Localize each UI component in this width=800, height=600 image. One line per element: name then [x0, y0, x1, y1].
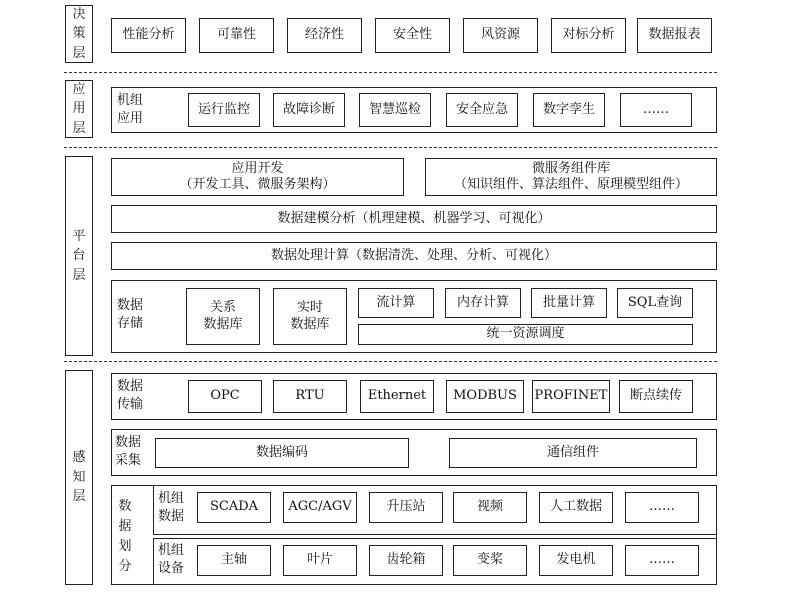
layer-divider	[64, 72, 717, 73]
unit-data-more: ……	[625, 492, 699, 523]
transmission-resume: 断点续传	[619, 380, 693, 413]
unit-data-agc-agv: AGC/AGV	[283, 492, 357, 523]
perception-layer-label: 感 知 层	[65, 370, 93, 585]
decision-item-safety: 安全性	[375, 18, 450, 53]
division-label: 数 据 划 分	[118, 499, 132, 575]
equipment-generator: 发电机	[539, 545, 613, 576]
decision-item-report: 数据报表	[637, 18, 712, 53]
layer-divider	[64, 361, 717, 362]
storage-scheduling: 统一资源调度	[358, 324, 693, 345]
app-item-inspection: 智慧巡检	[359, 93, 431, 127]
decision-item-economy: 经济性	[287, 18, 362, 53]
transmission-opc: OPC	[188, 380, 262, 413]
transmission-profinet: PROFINET	[532, 380, 610, 413]
platform-app-dev-title: 应用开发	[231, 160, 284, 176]
app-item-emergency: 安全应急	[446, 93, 518, 127]
platform-storage-label: 数据 存储	[117, 298, 144, 331]
platform-processing: 数据处理计算（数据清洗、处理、分析、可视化）	[111, 242, 717, 270]
layer-divider	[64, 147, 717, 148]
equipment-gearbox: 齿轮箱	[369, 545, 443, 576]
application-group-label: 机组 应用	[117, 93, 144, 126]
storage-realtime-db: 实时 数据库	[273, 288, 347, 345]
equipment-blade: 叶片	[283, 545, 357, 576]
app-item-diagnosis: 故障诊断	[273, 93, 345, 127]
platform-microservice-detail: （知识组件、算法组件、原理模型组件）	[453, 177, 688, 192]
unit-data-scada: SCADA	[197, 492, 271, 523]
collection-label: 数据 采集	[115, 435, 142, 468]
storage-relational-db: 关系 数据库	[186, 288, 260, 345]
unit-data-substation: 升压站	[369, 492, 443, 523]
app-item-more: ……	[620, 93, 692, 127]
compute-batch: 批量计算	[531, 288, 607, 318]
compute-stream: 流计算	[358, 288, 434, 318]
unit-equipment-label: 机组 设备	[158, 543, 185, 576]
app-item-monitoring: 运行监控	[188, 93, 260, 127]
decision-item-performance: 性能分析	[111, 18, 186, 53]
unit-data-video: 视频	[453, 492, 527, 523]
transmission-label: 数据 传输	[117, 379, 144, 412]
collection-encoding: 数据编码	[155, 438, 409, 468]
unit-data-manual: 人工数据	[539, 492, 613, 523]
unit-data-label: 机组 数据	[158, 491, 185, 524]
app-item-digital-twin: 数字孪生	[533, 93, 605, 127]
collection-comm-component: 通信组件	[449, 438, 697, 468]
platform-modeling: 数据建模分析（机理建模、机器学习、可视化）	[111, 205, 717, 233]
decision-item-benchmark: 对标分析	[551, 18, 626, 53]
transmission-modbus: MODBUS	[446, 380, 524, 413]
application-layer-label: 应 用 层	[65, 80, 93, 138]
platform-app-dev-detail: （开发工具、微服务架构）	[179, 177, 336, 192]
equipment-pitch: 变桨	[453, 545, 527, 576]
transmission-rtu: RTU	[273, 380, 347, 413]
platform-app-dev	[111, 158, 404, 196]
decision-item-reliability: 可靠性	[199, 18, 274, 53]
compute-sql-query: SQL查询	[617, 288, 693, 318]
compute-memory: 内存计算	[445, 288, 521, 318]
equipment-more: ……	[625, 545, 699, 576]
platform-layer-label: 平 台 层	[65, 156, 93, 356]
equipment-main-shaft: 主轴	[197, 545, 271, 576]
transmission-ethernet: Ethernet	[360, 380, 434, 413]
decision-layer-label: 决 策 层	[65, 5, 93, 63]
platform-microservice-title: 微服务组件库	[531, 160, 610, 176]
decision-item-wind-resource: 风资源	[463, 18, 538, 53]
platform-microservice-lib	[425, 158, 717, 196]
